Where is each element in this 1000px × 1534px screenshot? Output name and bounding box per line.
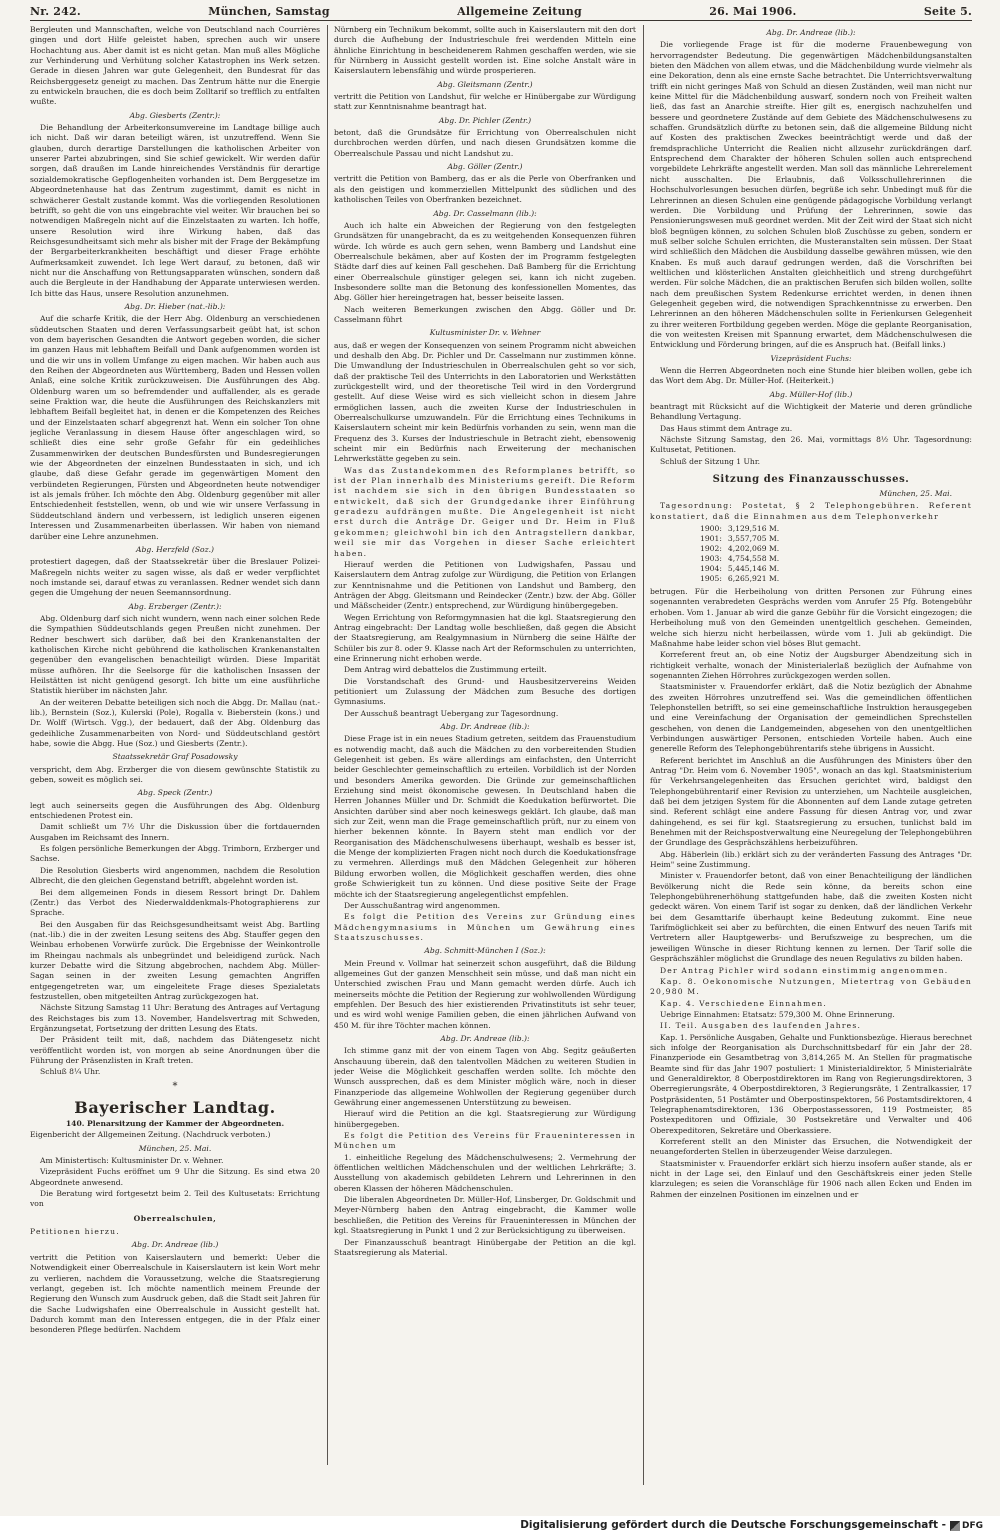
paragraph: Der Präsident teilt mit, daß, nachdem das Diätengesetz nicht veröffentlicht worden ist, von morgen ab seine Anordnungen über die Führung der Präsenzlisten in Kraft treten. (30, 1035, 320, 1065)
paragraph: Referent berichtet im Anschluß an die Ausführungen des Ministers über den Antrag "Dr. Heim vom 6. November 1905", wonach an das kgl. Staatsministerium für Verkehrsangelegenheiten das Ersuchen gerichtet wird, baldigst den Telephongebührentarif einer Revision zu unterziehen, um Nachteile ausgleichen, daß bei dem jetzigen System für die Abonnenten auf dem Lande zutage getreten sind. Referent schlägt eine andere Fassung für diesen Antrag vor, und zwar dahingehend, es sei für kgl. Staatsregierung zu ersuchen, tunlichst bald im Benehmen mit der Reichspostverwaltung eine Neuregelung der Telephongebühren der Grundlage des Gesprächszählens herbeizuführen. (650, 755, 972, 848)
paragraph: Abg. Häberlein (lib.) erklärt sich zu der veränderten Fassung des Antrages "Dr. Heim" seine Zustimmung. (650, 849, 972, 870)
paragraph: Bergleuten und Mannschaften, welche von Deutschland nach Courrières gingen und dort Hilfe geleistet haben, sprechen auch wir unsere Hochachtung aus. Aber damit ist es nicht getan. Man muß alles Mögliche zur Verhinderung und Verhütung solcher Katastrophen ins Werk setzen. Gerade in diesen Jahren war gute Gelegenheit, den Bundesrat für das Reichsberggesetz geneigt zu machen. Das Zentrum hätte nur die Energie zu entwickeln brauchen, die es doch beim Zolltarif so trefflich zu entfalten wußte. (30, 25, 320, 107)
column-divider (643, 25, 644, 1485)
revenue-year: 1903: (700, 554, 722, 564)
paragraph: Der Finanzausschuß beantragt Hinübergabe der Petition an die kgl. Staatsregierung als Material. (334, 1237, 636, 1257)
paragraph: Bei den Ausgaben für das Reichsgesundheitsamt weist Abg. Bartling (nat.-lib.) die in der zweiten Lesung seitens des Abg. Stauffer gegen den Weinbau erhobenen Vorwürfe zurück. Die Ergebnisse der Weinkontrolle im Rheingau nachmals als unbegründet und beleidigend zurück. Nach kurzer Debatte wird die Sitzung abgebrochen, nachdem Abg. Müller-Sagan seinen in der zweiten Lesung gemachten Angriffen entgegengetreten war, um eingeleitete Frage dieses Spezialetats festzustellen, oben mitgeteilten Antrag zurückgezogen hat. (30, 919, 320, 1001)
speaker-heading: Abg. Dr. Andreae (lib.) (131, 1240, 219, 1250)
dateline: München, 25. Mai. (879, 489, 952, 499)
speaker-heading: Abg. Müller-Hof (lib.) (769, 389, 853, 399)
revenue-amount: 5,445,146 M. (727, 564, 780, 574)
section-title: Bayerischer Landtag. (74, 1098, 276, 1118)
speaker-heading: Abg. Dr. Pichler (Zentr.) (438, 115, 532, 125)
paragraph: Bei dem allgemeinen Fonds in diesem Ressort bringt Dr. Dahlem (Zentr.) das Verbot des Niederwalddenkmals-Photographierens zur Sprache. (30, 887, 320, 918)
source-note: Eigenbericht der Allgemeinen Zeitung. (Nachdruck verboten.) (30, 1130, 271, 1140)
speaker-heading: Abg. Dr. Andreae (lib.): (440, 1033, 530, 1043)
section-subtitle: 140. Plenarsitzung der Kammer der Abgeordneten. (65, 1119, 285, 1129)
speaker-heading: Abg. Gleitsmann (Zentr.) (437, 79, 533, 89)
paragraph: betrugen. Für die Herbeiholung von dritten Personen zur Führung eines sogenannten verabredeten Gesprächs werden vom Anrufer 25 Pfg. Botengebühr erhoben. Vom 1. Januar ab wird die ganze Gebühr für die Vorsicht eingezogen; die Herbeiholung muß von den Gemeinden unentgeltlich geschehen. Gemeinden, welche sich hierzu nicht herbeilassen, würde vom 1. Juli ab gekündigt. Die Maßnahme habe leider schon viel böses Blut gemacht. (650, 587, 972, 648)
paragraph: betont, daß die Grundsätze für Errichtung von Oberrealschulen nicht durchbrochen werden dürfen, und nach diesen Grundsätzen komme die Oberrealschule Passau und nicht Landshut zu. (334, 128, 636, 158)
paragraph: aus, daß er wegen der Konsequenzen von seinem Programm nicht abweichen und deshalb den Abg. Dr. Pichler und Dr. Casselmann nur zustimmen könne. Die Umwandlung der Industrieschulen in Oberrealschulen geht so vor sich, daß der praktische Teil des Unterrichts in den Laboratorien und Werkstätten zurückgestellt wird, und der theoretische Teil wird in den Vordergrund gestellt. Auf diese Weise wird es sich vielleicht schon in diesem Jahre ermöglichen lassen, auch die zweiten Kurse der Industrieschulen in Oberrealschulkurse umzuwandeln. Für die Errichtung eines Technikums in Kaiserslautern scheint mir kein Bedürfnis vorhanden zu sein, wenn man die Frequenz des 3. Kurses der Industrieschule in Betracht zieht, ebensowenig scheint mir ein Bedürfnis nach Erweiterung der mechanischen Lehrwerkstätte gegeben zu sein. (334, 340, 636, 464)
revenue-table (700, 524, 785, 584)
paragraph: Der Antrag Pichler wird sodann einstimmig angenommen. (660, 965, 949, 975)
revenue-amount: 6,265,921 M. (727, 574, 780, 584)
paragraph: Nach weiteren Bemerkungen zwischen den Abgg. Göller und Dr. Casselmann führt (334, 304, 636, 324)
speaker-heading: Abg. Dr. Andreae (lib.): (766, 28, 856, 37)
header-rule (30, 20, 972, 21)
page-number: Seite 5. (923, 4, 972, 18)
paragraph: Hierauf werden die Petitionen von Ludwigshafen, Passau und Kaiserslautern dem Antrag zufolge zur Würdigung, die Petition von Erlangen zur Kenntnisnahme und die Petitionen von Landshut und Bamberg, den Anträgen der Abgg. Gleitsmann und Reindecker (Zentr.) bzw. der Abg. Göller und Mäßscheider (Zentr.) entsprechend, zur Würdigung hinübergegeben. (334, 559, 636, 611)
issue-date: 26. Mai 1906. (709, 4, 797, 18)
paragraph: Es folgen persönliche Bemerkungen der Abgg. Trimborn, Erzberger und Sachse. (30, 844, 320, 864)
speaker-heading: Abg. Schmitt-München I (Soz.): (424, 946, 546, 956)
paragraph: Damit schließt um 7½ Uhr die Diskussion über die fortdauernden Ausgaben im Reichsamt des Innern. (30, 822, 320, 842)
paragraph: vertritt die Petition von Landshut, für welche er Hinübergabe zur Würdigung statt zur Kenntnisnahme beantragt hat. (334, 92, 636, 112)
revenue-year: 1902: (700, 544, 722, 554)
paragraph: legt auch seinerseits gegen die Ausführungen des Abg. Oldenburg entschiedenen Protest ein. (30, 800, 320, 821)
paragraph: Auch ich halte ein Abweichen der Regierung von den festgelegten Grundsätzen für unangebracht, da es zu weitgehenden Konsequenzen führen würde. Ich würde es auch gern sehen, wenn Bamberg und Landshut eine Oberrealschule bekämen, aber auf Kosten der im Programm festgelegten Städte darf dies auf keinen Fall geschehen. Daß Bamberg für die Errichtung einer Oberrealschule günstiger gelegen sei, kann ich nicht zugeben. Insbesondere sollte man die Betonung des konfessionellen Momentes, das Abg. Göller hier hereingetragen hat, besser beiseite lassen. (334, 220, 636, 303)
page-header (30, 3, 972, 19)
section-separator: * (172, 1080, 178, 1092)
paragraph: Es folgt die Petition des Vereins zur Gründung eines Mädchengymnasiums in München um Gewährung eines Staatszuschusses. (334, 912, 636, 942)
paragraph: vertritt die Petition von Bamberg, das er als die Perle von Oberfranken und als den geistigen und kommerziellen Mittelpunkt des südlichen und des katholischen Teiles von Oberfranken bezeichnet. (334, 174, 636, 205)
paragraph: Die Vorstandschaft des Grund- und Hausbesitzervereins Weiden petitioniert um Zulassung der Mädchen zum Besuche des dortigen Gymnasiums. (334, 676, 636, 707)
paragraph: II. Teil. Ausgaben des laufenden Jahres. (660, 1021, 862, 1031)
paragraph: Wenn die Herren Abgeordneten noch eine Stunde hier bleiben wollen, gebe ich das Wort dem Abg. Dr. Müller-Hof. (Heiterkeit.) (650, 366, 972, 386)
speaker-heading: Staatssekretär Graf Posadowsky (112, 752, 238, 762)
footer-credit: Digitalisierung gefördert durch die Deutsche Forschungsgemeinschaft - (520, 1519, 946, 1531)
revenue-row (700, 554, 785, 564)
column-divider (327, 25, 328, 1465)
digitization-footer (0, 1516, 1000, 1534)
paragraph: Kap. 8. Oekonomische Nutzungen, Mietertrag von Gebäuden 20,980 M. (650, 976, 972, 997)
speaker-heading: Vizepräsident Fuchs: (770, 353, 852, 363)
revenue-amount: 4,754,558 M. (727, 554, 780, 564)
paragraph: 1. einheitliche Regelung des Mädchenschulwesens; 2. Vermehrung der öffentlichen weltlichen Mädchenschulen und der weltlichen Lehrkräfte; 3. Ausstellung von akademisch gebildeten Lehrern und Lehrerinnen in den oberen Klassen der höheren Mädchenschulen. (334, 1152, 636, 1193)
paragraph: Der Ausschuß beantragt Uebergang zur Tagesordnung. (344, 708, 559, 718)
paragraph: Nürnberg ein Technikum bekommt, sollte auch in Kaiserslautern mit den dort durch die Aufhebung der Industrieschule frei werdenden Mitteln eine ähnliche Einrichtung in bescheidenerem Rahmen geschaffen werden, wie sie für Nürnberg in Aussicht gestellt worden ist. Eine solche Anstalt wäre in Kaiserslautern lebensfähig und würde prosperieren. (334, 25, 636, 76)
newspaper-name: Allgemeine Zeitung (457, 4, 582, 18)
revenue-row (700, 544, 785, 554)
paragraph: Das Haus stimmt dem Antrage zu. (660, 423, 793, 433)
issue-number: Nr. 242. (30, 4, 81, 18)
paragraph: Was das Zustandekommen des Reformplanes betrifft, so ist der Plan innerhalb des Ministeriums gereift. Die Reform ist nachdem sie sich in den übrigen Bundesstaaten so entwickelt, daß sich der Grundgedanke ihrer Einführung geradezu aufdrängen mußte. Die Angelegenheit ist nicht erst durch die Anträge Dr. Geiger und Dr. Heim in Fluß gekommen; gleichwohl bin ich den Antragstellern dankbar, weil sie mir das Vorgehen in dieser Sache erleichtert haben. (334, 465, 636, 558)
paragraph: beantragt mit Rücksicht auf die Wichtigkeit der Materie und deren gründliche Behandlung Vertagung. (650, 402, 972, 422)
paragraph: Abg. Oldenburg darf sich nicht wundern, wenn nach einer solchen Rede die Sympathien Süddeutschlands gegen Preußen nicht zunehmen. Der Redner beschwert sich darüber, daß bei den Krankenanstalten der katholischen Kirche nicht gebührend die katholischen Krankenanstalten gegenüber den evangelischen benachteiligt würden. Diese Imparität müsse aufhören. Ihr die Seelsorge für die katholischen Insassen der Heilstätten ist nicht genügend gesorgt. Ich bitte um eine ausführliche Statistik hierüber im nächsten Jahr. (30, 613, 320, 696)
revenue-year: 1904: (700, 564, 722, 574)
paragraph: Korreferent freut an, ob eine Notiz der Augsburger Abendzeitung sich in richtigkeit verhalte, wonach der Ministerialerlaß bezüglich der Aufnahme von sogenannten Ziehen Hörrohres zurückgezogen werden sollen. (650, 650, 972, 680)
paragraph: Korreferent stellt an den Minister das Ersuchen, die Notwendigkeit der neuangeforderten Stellen in überzeugender Weise darzulegen. (650, 1137, 972, 1157)
paragraph: Diese Frage ist in ein neues Stadium getreten, seitdem das Frauenstudium es notwendig macht, daß auch die Mädchen zu den vorbereitenden Studien Gelegenheit ist geben. Es wäre allerdings am einfachsten, den Unterricht beider Geschlechter gemeinschaftlich zu erteilen. Vorbildlich ist der Norden und besonders Amerika geworden. Die Gründe zur gemeinschaftlichen Erziehung sind meist ökonomische gewesen. In Deutschland haben die Herren Johannes Müller und Dr. Schmidt die Koedukation befürwortet. Die Ansichten darüber sind aber noch keineswegs geklärt. Ich glaube, daß man sich zur Zeit, wenn man die Frage gemeinschaftlich prüft, nur zu einem von hierher bekennen könnte. In Bayern steht man endlich vor der Reorganisation des Mädchenschulwesens überhaupt, weshalb es besser ist, die Menge der komplizierten Fragen nicht noch durch die Koedukationsfrage zu vermehren. Allerdings muß den Mädchen Gelegenheit zur höheren Bildung erworben wollen, die Möglichkeit geschaffen werden, dies ohne große Schwierigkeit tun zu können. Und diese positive Seite der Frage möchte ich der Staatsregierung angelegentlichst empfehlen. (334, 734, 636, 899)
paragraph: Petitionen hierzu. (30, 1227, 120, 1237)
paragraph: Die Resolution Giesberts wird angenommen, nachdem die Resolution Albrecht, die den gleichen Gegenstand betrifft, abgelehnt worden ist. (30, 865, 320, 886)
paragraph: Nächste Sitzung Samstag 11 Uhr: Beratung des Antrages auf Vertagung des Reichstages bis zum 13. November, Handelsvertrag mit Schweden, Ergänzungsetat, Fortsetzung der dritten Lesung des Etats. (30, 1003, 320, 1033)
paragraph: Der Ausschußantrag wird angenommen. (344, 900, 501, 910)
paragraph: Schluß der Sitzung 1 Uhr. (660, 456, 761, 466)
paragraph: Hierauf wird die Petition an die kgl. Staatsregierung zur Würdigung hinübergegeben. (334, 1109, 636, 1129)
revenue-amount: 4,202,069 M. (727, 544, 780, 554)
column-2 (334, 25, 636, 1475)
speaker-heading: Abg. Dr. Hieber (nat.-lib.): (124, 301, 226, 311)
speaker-heading: Abg. Herzfeld (Soz.) (136, 544, 214, 554)
paragraph: Staatsminister v. Frauendorfer erklärt, daß die Notiz bezüglich der Abnahme des zweiten Hörrohres unzutreffend sei. Was die gemeindlichen öffentlichen Telephonstellen betrifft, so sei eine gemeinschaftliche Instruktion herausgegeben und eine Vereinfachung der Organisation der gemeindlichen Sprechstellen geschehen, von denen die Landgemeinden, abgesehen von den unentgeltlichen Verbindungen auswärtiger Personen, entschieden Vorteile haben. Auch eine generelle Reform des Telephongebührentarifs stehe übrigens in Aussicht. (650, 682, 972, 754)
paragraph: Vizepräsident Fuchs eröffnet um 9 Uhr die Sitzung. Es sind etwa 20 Abgeordnete anwesend. (30, 1167, 320, 1187)
paragraph: Ich stimme ganz mit der von einem Tagen von Abg. Segitz geäußerten Anschauung überein, daß den talentvollen Mädchen zu weiteren Studien in jeder Weise die Möglichkeit geschaffen werden sollte. Ich möchte den Wunsch aussprechen, daß es dem Minister möglich wäre, noch in dieser Finanzperiode das allgemeine Wohlwollen der Regierung gegenüber durch Gewährung einer angemessenen Unterstützung zu beweisen. (334, 1046, 636, 1108)
revenue-row (700, 574, 785, 584)
paragraph: Uebrige Einnahmen: Etatsatz: 579,300 M. Ohne Erinnerung. (660, 1009, 895, 1019)
column-1 (30, 25, 320, 1515)
paragraph: Auf die scharfe Kritik, die der Herr Abg. Oldenburg an verschiedenen süddeutschen Staaten und deren Verfassungsarbeit geübt hat, ist schon von dem bayerischen Gesandten die Antwort gegeben worden, die sicher im ganzen Haus mit lebhaftem Beifall und Dank aufgenommen worden ist und die wir uns in vollem Umfange zu eigen machen. Wir haben auch aus den Reihen der Abgeordneten aus Württemberg, Baden und Hessen vollen Anlaß, eine solche Kritik zurückzuweisen. Die Ausführungen des Abg. Oldenburg waren um so befremdender und auffallender, als es gerade seine Fraktion war, die heute die Ausführungen des Reichskanzlers mit lebhaftem Beifall begleitet hat, in denen er die Kompetenzen des Reiches und der Einzelstaaten scharf abgegrenzt hat. Wenn ein solcher Ton ohne jegliche Veranlassung in diesem Hause öfter angeschlagen wird, so schließt dies eine sehr große Gefahr für ein gedeihliches Zusammenwirken der deutschen Bundesfürsten und Bundesregierungen wie der Abgeordneten der einzelnen Bundesstaaten in sich, und ich glaube, daß diese Gefahr gerade im gegenwärtigen Moment den verbündeten Regierungen, Fürsten und Abgeordneten heute notwendiger ist als jemals früher. Ich möchte den Abg. Oldenburg gegenüber mit aller Entschiedenheit feststellen, wenn, ob und wie wir unsere Verfassung in Süddeutschland ändern und verbessern, ist lediglich unseren eigenen Interessen und Zusammenarbeiten überlassen. Wir haben von niemand darüber eine Lehre anzunehmen. (30, 314, 320, 541)
paragraph: protestiert dagegen, daß der Staatssekretär über die Breslauer Polizei-Maßregeln nichts weiter zu sagen wisse, als daß er weder verpflichtet noch imstande sei, darauf etwas zu veranlassen. Redner wendet sich dann gegen die Umgehung der neuen Seemannsordnung. (30, 557, 320, 598)
paragraph: Tagesordnung: Postetat, § 2 Telephongebühren. Referent konstatiert, daß die Einnahmen aus dem Telephonverkehr (650, 501, 972, 521)
paragraph: Kap. 1. Persönliche Ausgaben, Gehalte und Funktionsbezüge. Hieraus berechnet sich infolge der Reorganisation als Durchschnittsbedarf für ein Jahr der 28. Finanzperiode ein Gesamtbetrag von 3,814,265 M. An Stellen für pragmatische Beamte sind für das Jahr 1907 postuliert: 1 Ministerialdirektor, 5 Ministerialräte und Generaldirektor, 8 Oberpostdirektoren im Rang von Regierungsdirektoren, 3 Oberregierungsräte, 4 Oberpostdirektoren, 3 Regierungsräte, 1 Zentralkassier, 17 Postpräsidenten, 51 Postämter und Oberpostinspektoren, 56 Postamtsdirektoren, 4 Telegraphenamtsdirektoren, 136 Oberpostassessoren, 119 Postmeister, 85 Postexpeditoren und Offiziale, 30 Postsekretäre und Verwalter und 406 Oberexpeditoren, Sekretäre und Oberkassiere. (650, 1032, 972, 1135)
paragraph: Die liberalen Abgeordneten Dr. Müller-Hof, Linsberger, Dr. Goldschmit und Meyer-Nürnberg haben den Antrag eingebracht, die Kammer wolle beschließen, die Petition des Vereins für Fraueninteressen in München der kgl. Staatsregierung in Punkt 1 und 2 zur Berücksichtigung zu überweisen. (334, 1195, 636, 1236)
column-3 (650, 25, 972, 1495)
paragraph: Die vorliegende Frage ist für die moderne Frauenbewegung von hervorragendster Bedeutung. Die gegenwärtigen Mädchenbildungsanstalten bieten den Mädchen von allem etwas, und die Mädchenbildung wurde vielmehr als eine Dekoration, denn als eine ernste Sache betrachtet. Die Unterrichtsverwaltung trifft ein nicht geringes Maß von Schuld an diesen Zuständen, weil man nicht nur keine Mittel für die Mädchenbildung auswarf, sondern noch von Freiheit walten ließ, das fast an Anarchie streifte. Hier gilt es, energisch nachzuhelfen und bessere und geordnetere Zustände auf dem Gebiete des Mädchenschulwesens zu schaffen. Grundsätzlich dürfte zu betonen sein, daß die allgemeine Bildung nicht auf Kosten des praktischen Zweckes beeinträchtigt werde und daß der fremdsprachliche Unterricht die Realien nicht allzusehr zurückdrängen darf. Entsprechend dem Charakter der höheren Schulen sollen auch entsprechend vorgebildete Lehrkräfte angestellt werden. Man soll das männliche Lehrerelement nicht ausschalten. Die Erlaubnis, daß Volksschullehrerinnen die Hochschulvorlesungen besuchen dürfen, begrüße ich sehr. Unbedingt muß für die Lehrerinnen an diesen Schulen eine genügende pädagogische Vorbildung verlangt werden. Die Vorbildung und Prüfung der Lehrerinnen, sowie das Pensionierungswesen muß geordnet werden. Mit der Zeit wird der Staat sich nicht bloß begnügen können, zu solchen Schulen bloß Zuschüsse zu geben, sondern er muß selber solche Schulen errichten, die Musteranstalten sein müssen. Der Staat wird schließlich den Mädchen die Ausbildung dasselbe gewähren müssen, wie den Knaben. Es muß auch darauf gedrungen werden, daß die Vorschriften bei weltlichen und klösterlichen Anstalten gleichheitlich und streng durchgeführt werden. Für solche Mädchen, die an praktischen Berufen sich bilden wollen, sollte nach dem preußischen System Redenkurse errichtet werden, in denen ihnen Gelegenheit gegeben wird, die notwendigen Sprachkenntnisse zu erwerben. Den Lehrerinnen an den höheren Mädchenschulen sollte in Ferienkursen Gelegenheit zu ihrer weiteren Fortbildung gegeben werden. Möge die geplante Reorganisation, die von weitesten Kreisen mit Spannung erwartet, dem Mädchenschulwesen die Entwicklung und Förderung bringen, auf die es Anspruch hat. (Beifall links.) (650, 40, 972, 350)
revenue-year: 1905: (700, 574, 722, 584)
topic-heading: Oberrealschulen, (133, 1213, 217, 1223)
revenue-row (700, 564, 785, 574)
speaker-heading: Abg. Erzberger (Zentr.): (128, 601, 222, 611)
speaker-heading: Kultusminister Dr. v. Wehner (429, 328, 541, 338)
paragraph: Schluß 8¼ Uhr. (40, 1067, 101, 1077)
revenue-row (700, 534, 785, 544)
paragraph: Minister v. Frauendorfer betont, daß von einer Benachteiligung der ländlichen Bevölkerung nicht die Rede sein könne, da bereits schon eine Telephongebührenerhöhung stattgefunden habe, daß die zweiten Kosten nicht gedeckt wären. Von einem Tarif ist sogar zu denken, daß der ländlichen Verkehr bei dem Gesamttarife überhaupt keine Bedeutung zukommt. Eine neue Tarifmöglichkeit sei aber zu befürchten, die einen Entwurf des neuen Tarifs mit Vertretern aller Hauptgewerbs- und Berufszweige zu besprechen, um die jeweiligen Wünsche in dieser Richtung kennen zu lernen. Der Tarif solle die Gesprächszähler möglichst die Grundlage des neuen Regulativs zu bilden haben. (650, 871, 972, 964)
dateline: München, 25. Mai. (138, 1143, 212, 1153)
speaker-heading: Abg. Göller (Zentr.) (447, 162, 523, 172)
revenue-amount: 3,557,705 M. (727, 534, 780, 544)
dfg-logo: DFG (950, 1519, 994, 1532)
speaker-heading: Abg. Dr. Andreae (lib.): (440, 722, 530, 731)
paragraph: Am Ministertisch: Kultusminister Dr. v. Wehner. (40, 1156, 224, 1166)
revenue-amount: 3,129,516 M. (727, 524, 780, 534)
paragraph: Wegen Errichtung von Reformgymnasien hat die kgl. Staatsregierung den Antrag eingebracht: Der Landtag wolle beschließen, daß gegen die Absicht der Staatsregierung, am Realgymnasium in Nürnberg die seine Hälfte der Schüler bis zur 8. oder 9. Klasse nach Art der Reformschulen zu unterrichten, eine Erinnerung nicht erhoben werde. (334, 612, 636, 663)
place-day: München, Samstag (208, 4, 330, 18)
paragraph: Kap. 4. Verschiedene Einnahmen. (660, 998, 827, 1008)
speaker-heading: Abg. Dr. Casselmann (lib.): (433, 208, 537, 218)
paragraph: Nächste Sitzung Samstag, den 26. Mai, vormittags 8½ Uhr. Tagesordnung: Kultusetat, Petitionen. (650, 435, 972, 455)
paragraph: Dem Antrag wird debattelos die Zustimmung erteilt. (344, 665, 547, 675)
paragraph: verspricht, dem Abg. Erzberger die von diesem gewünschte Statistik zu geben, soweit es möglich sei. (30, 764, 320, 785)
revenue-year: 1901: (700, 534, 722, 544)
paragraph: Die Behandlung der Arbeiterkonsumvereine im Landtage billige auch ich nicht. Daß wir daran beteiligt wären, ist unzutreffend. Wenn Sie glauben, durch derartige Darstellungen die katholischen Arbeiter von unserer Partei abzubringen, sind Sie schief gewickelt. Wir werden dafür sorgen, daß draußen im Lande hinreichendes Verständnis für derartige sozialdemokratische Gepflogenheiten vorhanden ist. Dem Berggesetze im Abgeordnetenhause hat das Zentrum zugestimmt, damit es nicht in schwächerer Gestalt zustande kommt. Was die vorliegenden Resolutionen betrifft, so geht die von uns eingebrachte viel weiter. Wir brauchen bei so notwendigen Maßregeln nicht auf die Einzelstaaten zu warten. Ich hoffe, unsere Resolution wird ihre Wirkung haben, daß das Reichsgesundheitsamt sich mehr als bisher mit der Frage der Bekämpfung der Bergarbeiterkrankheiten beschäftigt und dieser Frage erhöhte Aufmerksamkeit zuwendet. Ich lege Wert darauf, zu betonen, daß wir nicht nur die Anschaffung von Rettungsapparaten wünschen, sondern daß auch die Bergleute in der Handhabung der Apparate unterwiesen werden. Ich bitte das Haus, unsere Resolution anzunehmen. (30, 123, 320, 298)
speaker-heading: Abg. Giesberts (Zentr.): (129, 110, 221, 120)
section-title: Sitzung des Finanzausschusses. (712, 474, 910, 486)
revenue-year: 1900: (700, 524, 722, 534)
paragraph: An der weiteren Debatte beteiligen sich noch die Abgg. Dr. Mallau (nat.-lib.), Bernstein (Soz.), Kulerski (Pole), Rogalla v. Bieberstein (kons.) und Dr. Wolff (Wirtsch. Vgg.), der bedauert, daß der Abg. Oldenburg das gedeihliche Zusammenarbeiten von Nord- und Süddeutschland gestört habe, sowie die Abgg. Hue (Soz.) und Giesberts (Zentr.). (30, 697, 320, 749)
speaker-heading: Abg. Speck (Zentr.) (137, 788, 213, 798)
paragraph: Die Beratung wird fortgesetzt beim 2. Teil des Kultusetats: Errichtung von (30, 1189, 320, 1209)
paragraph: Es folgt die Petition des Vereins für Fraueninteressen in München um (334, 1131, 636, 1151)
paragraph: Staatsminister v. Frauendorfer erklärt sich hierzu insofern außer stande, als er nicht in der Lage sei, den Einlauf und den Geschäftskreis einer jeden Stelle klarzulegen; es seien die Voranschläge für 1906 nach allen Ecken und Enden im Rahmen der einzelnen Positionen im einzelnen und er (650, 1158, 972, 1199)
paragraph: Mein Freund v. Vollmar hat seinerzeit schon ausgeführt, daß die Bildung allgemeines Gut der ganzen Menschheit sein müsse, und daß man nicht ein Unterschied zwischen Frau und Mann gemacht werden dürfe. Auch ich meinerseits möchte die Petition der Regierung zur wohlwollenden Würdigung empfehlen. Der Besuch des hier existierenden Privatinstituts ist sehr teuer, und es wird wohl wenige Familien geben, die einen jährlichen Aufwand von 450 M. für ihre Töchter machen können. (334, 958, 636, 1030)
paragraph: vertritt die Petition von Kaiserslautern und bemerkt: Ueber die Notwendigkeit einer Oberrealschule in Kaiserslautern ist kein Wort mehr zu verlieren, nachdem die Voraussetzung, welche die Staatsregierung verlangt, gegeben ist. Ich möchte namentlich meinem Freunde der Regierung den Wunsch zum Ausdruck geben, daß die Stadt seit Jahren für die Sache Ludwigshafen eine Oberrealschule in Aussicht gestellt hat. Dadurch kommt man den Interessen entgegen, die in der Pfalz einer besonderen Pflege bedürfen. Nachdem (30, 1252, 320, 1335)
revenue-row (700, 524, 785, 534)
